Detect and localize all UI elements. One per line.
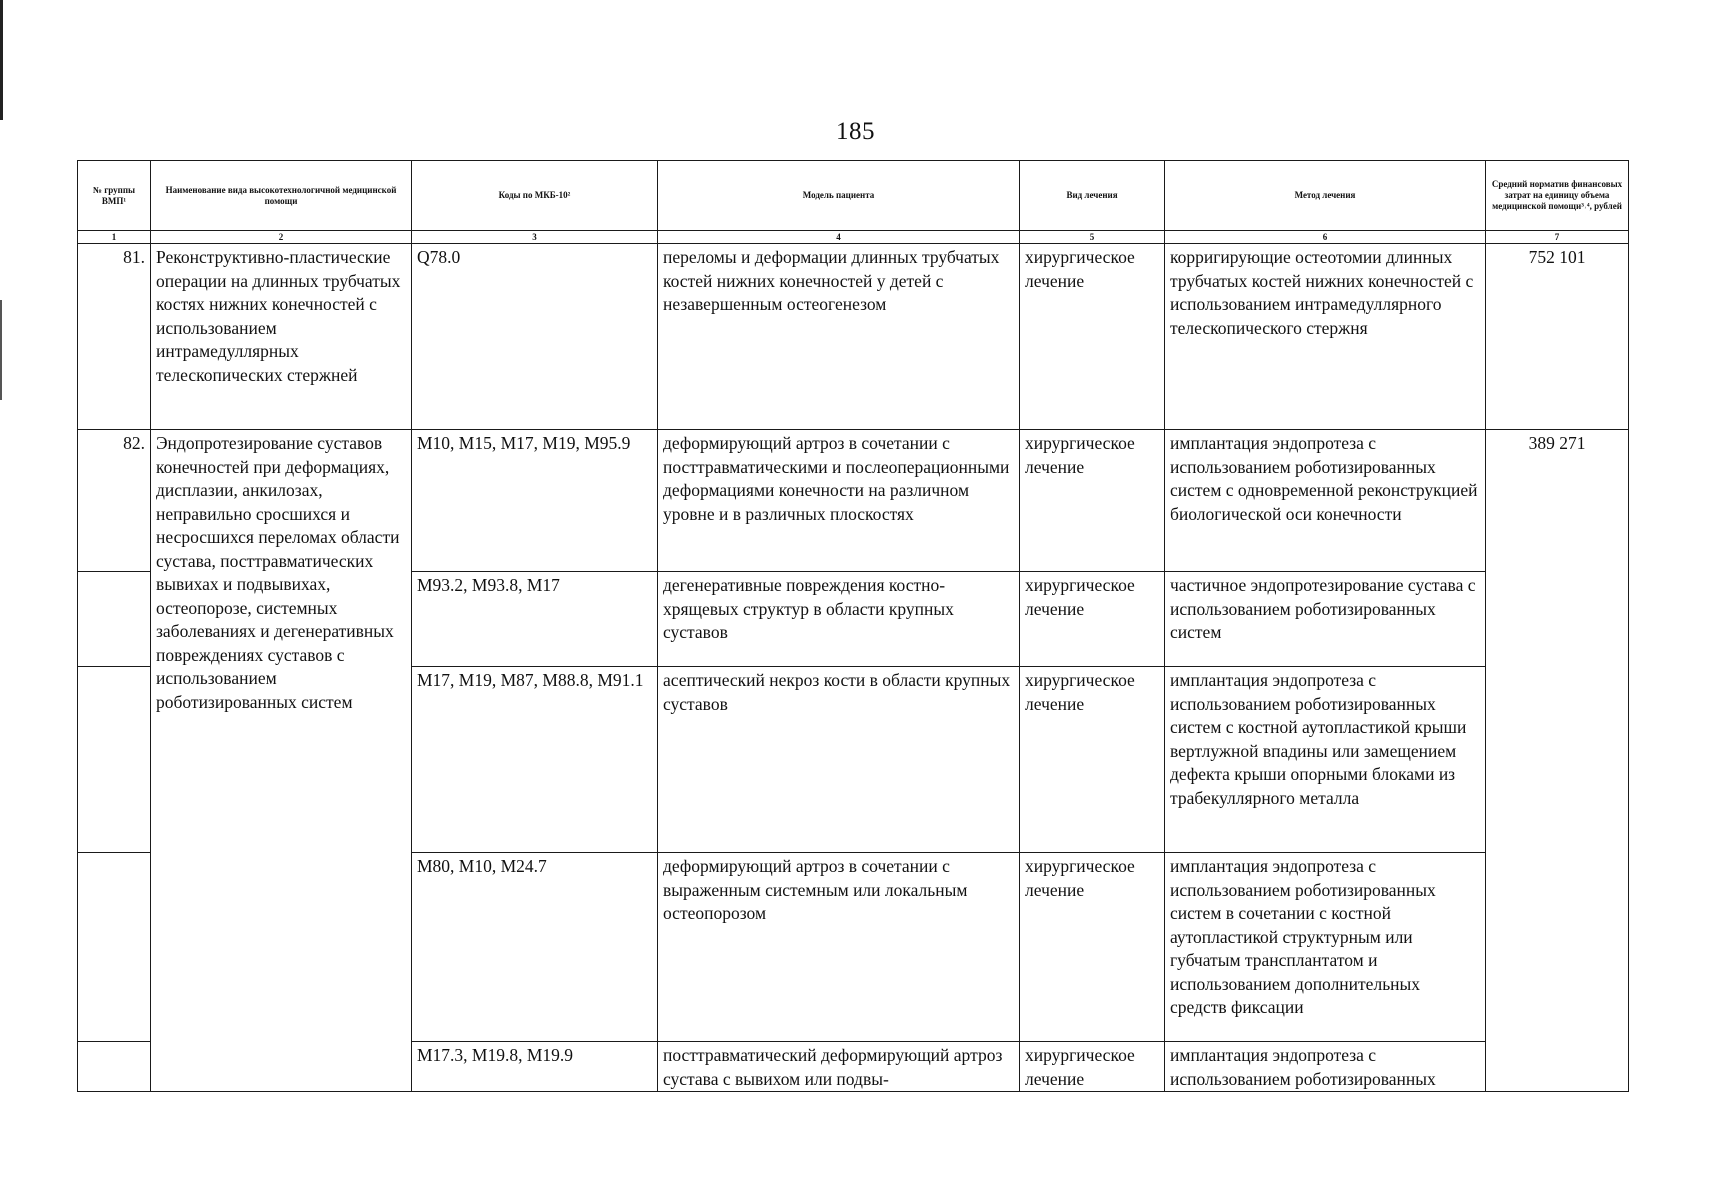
treatment-method: корригирующие остеотомии длинных трубчатых костей нижних конечностей с использованием интрамедуллярного телескопического стержня [1165,244,1486,430]
scan-edge-mark [0,300,2,400]
column-number: 6 [1165,231,1486,244]
column-number: 1 [78,231,151,244]
cost-value: 752 101 [1486,244,1629,430]
care-type-name: Эндопротезирование суставов конечностей при деформациях, дисплазии, анкилозах, неправильно сросшихся и несросшихся переломах области сустава, посттравматических вывихах и подвывихах, остеопорозе, системных заболеваниях и дегенеративных повреждениях суставов с использованием роботизированных систем [151,430,412,1092]
care-type-name: Реконструктивно-пластические операции на длинных трубчатых костях нижних конечностей с использованием интрамедуллярных телескопических стержней [151,244,412,430]
group-number-empty [78,1042,151,1092]
treatment-method: имплантация эндопротеза с использованием роботизированных систем в сочетании с костной аутопластикой структурным или губчатым трансплантатом и использованием дополнительных средств фиксации [1165,853,1486,1042]
table-header-row [78,161,1629,231]
table-row [78,244,1629,430]
patient-model: асептический некроз кости в области крупных суставов [658,667,1020,853]
column-number: 3 [412,231,658,244]
treatment-type: хирургическое лечение [1020,1042,1165,1092]
treatment-type: хирургическое лечение [1020,244,1165,430]
icd-codes: M10, M15, M17, M19, M95.9 [412,430,658,572]
treatment-type: хирургическое лечение [1020,667,1165,853]
patient-model: деформирующий артроз в сочетании с посттравматическими и послеоперационными деформациями конечности на различном уровне и в различных плоскостях [658,430,1020,572]
vmp-table [77,160,1629,1092]
treatment-type: хирургическое лечение [1020,430,1165,572]
icd-codes: M17.3, M19.8, M19.9 [412,1042,658,1092]
treatment-type: хирургическое лечение [1020,853,1165,1042]
header-care-type: Наименование вида высокотехнологичной медицинской помощи [151,161,412,231]
patient-model: переломы и деформации длинных трубчатых костей нижних конечностей у детей с незавершенным остеогенезом [658,244,1020,430]
treatment-method: частичное эндопротезирование сустава с использованием роботизированных систем [1165,572,1486,667]
header-group-number: № группы ВМП¹ [78,161,151,231]
group-number-empty [78,667,151,853]
table-row [78,430,1629,572]
group-number: 82. [78,430,151,572]
header-icd-codes: Коды по МКБ-10² [412,161,658,231]
icd-codes: M17, M19, M87, M88.8, M91.1 [412,667,658,853]
column-number: 5 [1020,231,1165,244]
icd-codes: M80, M10, M24.7 [412,853,658,1042]
icd-codes: Q78.0 [412,244,658,430]
treatment-method: имплантация эндопротеза с использованием роботизированных систем с одновременной реконструкцией биологической оси конечности [1165,430,1486,572]
column-number: 7 [1486,231,1629,244]
column-number: 4 [658,231,1020,244]
header-patient-model: Модель пациента [658,161,1020,231]
treatment-type: хирургическое лечение [1020,572,1165,667]
treatment-method: имплантация эндопротеза с использованием роботизированных [1165,1042,1486,1092]
column-number: 2 [151,231,412,244]
group-number: 81. [78,244,151,430]
header-cost-standard: Средний норматив финансовых затрат на единицу объема медицинской помощи³˒⁴, рублей [1486,161,1629,231]
header-treatment-method: Метод лечения [1165,161,1486,231]
treatment-method: имплантация эндопротеза с использованием роботизированных систем с костной аутопластикой крыши вертлужной впадины или замещением дефекта крыши опорными блоками из трабекуллярного металла [1165,667,1486,853]
header-treatment-type: Вид лечения [1020,161,1165,231]
column-number-row [78,231,1629,244]
cost-value: 389 271 [1486,430,1629,1092]
patient-model: деформирующий артроз в сочетании с выраженным системным или локальным остеопорозом [658,853,1020,1042]
group-number-empty [78,853,151,1042]
group-number-empty [78,572,151,667]
page-number: 185 [836,118,875,145]
icd-codes: M93.2, M93.8, M17 [412,572,658,667]
patient-model: посттравматический деформирующий артроз сустава с вывихом или подвы- [658,1042,1020,1092]
scan-edge-mark [0,0,3,120]
patient-model: дегенеративные повреждения костно-хрящевых структур в области крупных суставов [658,572,1020,667]
